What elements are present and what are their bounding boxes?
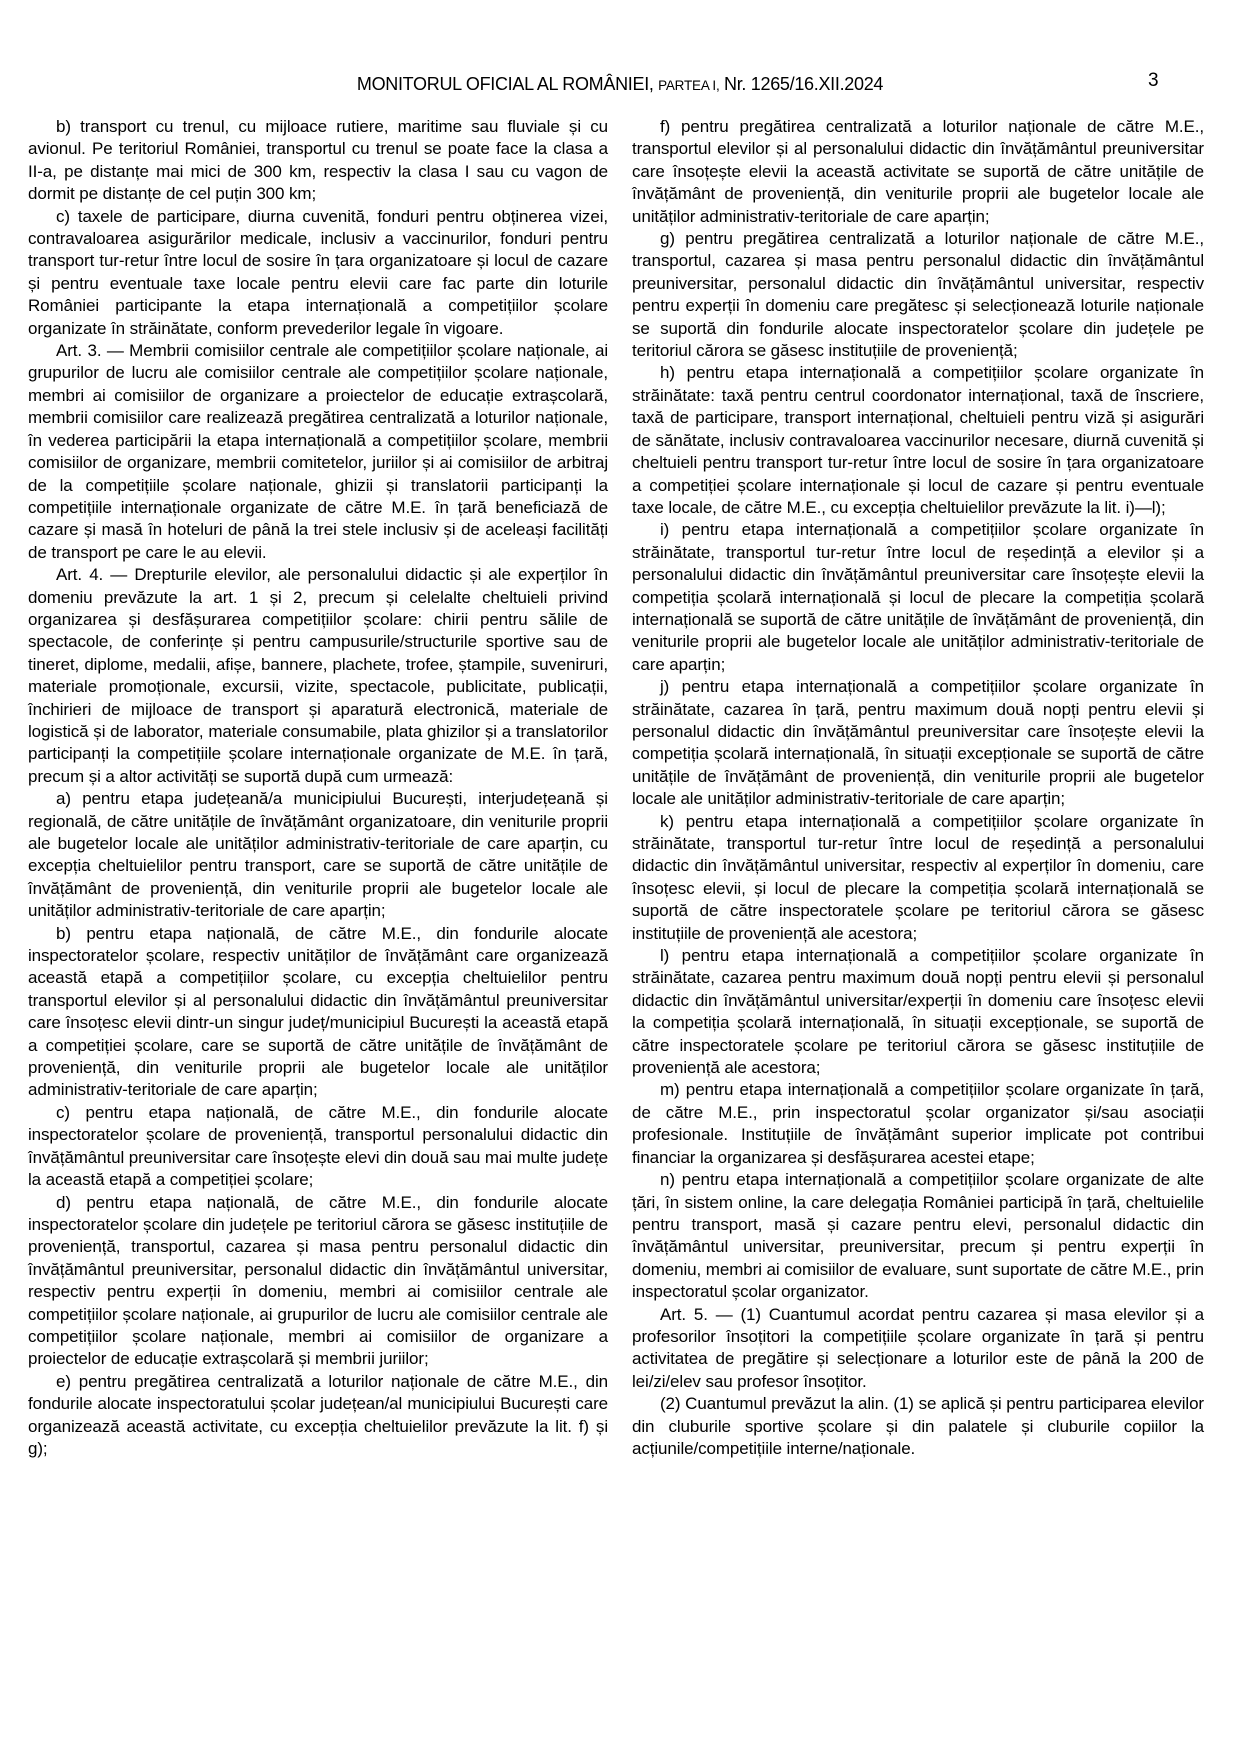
- para-lit-m-etapa-internationala: m) pentru etapa internațională a competițiilor școlare organizate în țară, de către M.E., prin inspectoratul școlar organizator și/sau asociații profesionale. Instituțiile de învățământ superior implicate pot contribui financiar la organizarea și desfășurarea acestei etape;: [632, 1080, 1204, 1167]
- issue-number: Nr. 1265/16.XII.2024: [724, 74, 884, 94]
- para-lit-e-pregatire: e) pentru pregătirea centralizată a loturilor naționale de către M.E., din fondurile alocate inspectoratului școlar județean/al municipiului București care organizează această activitate, cu excepția cheltuielilor prevăzute la lit. f) și g);: [28, 1371, 608, 1458]
- para-lit-j-etapa-internationala: j) pentru etapa internațională a competițiilor școlare organizate în străinătate, cazarea în țară, pentru maximum două nopți pentru elevii și personalul didactic din învățământul preuniversitar care însoțește elevii la competiția școlară internațională, în situații excepționale se suportă de către unitățile de învățământ de proveniență, din veniturile proprii ale bugetelor locale ale unităților administrativ-teritoriale de care aparțin;: [632, 677, 1204, 809]
- page-header: [0, 74, 1240, 95]
- right-column: [632, 116, 1204, 1460]
- part-label: PARTEA I,: [658, 78, 720, 93]
- para-art-3: Art. 3. — Membrii comisiilor centrale ale competițiilor școlare naționale, ai grupurilor de lucru ale comisiilor centrale ale competițiilor școlare naționale, membri ai comisiilor de organizare a proiectelor de educație extrașcolară, membrii comisiilor care realizează pregătirea centralizată a loturilor naționale, în vederea participării la etapa internațională a competițiilor școlare, membrii comisiilor de organizare, membrii comitetelor, juriilor și ai comisiilor de arbitraj de la competițiile școlare naționale, ghizii și translatorii participanți la competițiile internaționale organizate de către M.E. în țară beneficiază de cazare și masă în hoteluri de până la trei stele inclusiv și de aceleași facilități de transport pe care le au elevii.: [28, 341, 608, 562]
- para-lit-c-etapa-nationala: c) pentru etapa națională, de către M.E., din fondurile alocate inspectoratelor școlare de proveniență, transportul personalului didactic din învățământul preuniversitar care însoțește elevi din două sau mai multe județe la această etapă a competiției școlare;: [28, 1102, 608, 1190]
- para-art-5-alin-1: Art. 5. — (1) Cuantumul acordat pentru cazarea și masa elevilor și a profesorilor însoțitori la competițiile școlare organizate în țară și pentru activitatea de pregătire și selecționare a loturilor este de până la 200 de lei/zi/elev sau profesor însoțitor.: [632, 1304, 1204, 1391]
- para-lit-g-pregatire: g) pentru pregătirea centralizată a loturilor naționale de către M.E., transportul, cazarea și masa pentru personalul didactic din învățământul preuniversitar, personalul didactic din învățământul universitar, respectiv pentru experții în domeniu care pregătesc și selecționează loturile naționale se suportă din fondurile alocate inspectoratelor școlare din județele pe teritoriul cărora se găsesc instituțiile de proveniență;: [632, 229, 1204, 361]
- para-art-5-alin-2: (2) Cuantumul prevăzut la alin. (1) se aplică și pentru participarea elevilor din cluburile sportive școlare și din palatele și cluburile copiilor la acțiunile/competițiile interne/naționale.: [632, 1394, 1204, 1458]
- para-lit-k-etapa-internationala: k) pentru etapa internațională a competițiilor școlare organizate în străinătate, transportul tur-retur între locul de reședință a personalului didactic din învățământul universitar, respectiv al experților în domeniu, care însoțesc elevii, și locul de plecare la competiția școlară internațională se suportă de către inspectoratele școlare pe teritoriul cărora se găsesc instituțiile de proveniență ale acestora;: [632, 811, 1204, 943]
- para-lit-h-etapa-internationala: h) pentru etapa internațională a competițiilor școlare organizate în străinătate: taxă pentru centrul coordonator internațional, taxă de înscriere, taxă de participare, transport internațional, cheltuieli pentru viză și asigurări de sănătate, inclusiv contravaloarea vaccinurilor necesare, diurnă cuvenită și cheltuieli pentru transport tur-retur între locul de sosire în țara organizatoare a competiției școlare internaționale și locul de cazare și pentru eventuale taxe locale, de către M.E., cu excepția cheltuielilor prevăzute la lit. i)—l);: [632, 363, 1204, 517]
- para-lit-d-etapa-nationala: d) pentru etapa națională, de către M.E., din fondurile alocate inspectoratelor școlare din județele pe teritoriul cărora se găsesc instituțiile de proveniență, transportul, cazarea și masa pentru personalul didactic din învățământul preuniversitar, personalul didactic din învățământul universitar, respectiv pentru experții în domeniu, membri ai comisiilor centrale ale competițiilor școlare naționale, ai grupurilor de lucru ale comisiilor centrale ale competițiilor școlare naționale, membri ai comisiilor de organizare a proiectelor de educație extrașcolară și membrii juriilor;: [28, 1192, 608, 1369]
- page-number: 3: [1148, 70, 1159, 91]
- para-lit-f-pregatire: f) pentru pregătirea centralizată a loturilor naționale de către M.E., transportul elevilor și al personalului didactic din învățământul preuniversitar care însoțește elevii la această activitate se suportă de către unitățile de învățământ de proveniență, din veniturile proprii ale bugetelor locale ale unităților administrativ-teritoriale de care aparțin;: [632, 117, 1204, 226]
- para-lit-a-etapa-judeteana: a) pentru etapa județeană/a municipiului București, interjudețeană și regională, de către unitățile de învățământ organizatoare, din veniturile proprii ale bugetelor locale ale unităților administrativ-teritoriale de care aparțin, cu excepția cheltuielilor pentru transport, care se suportă de către unitățile de învățământ de proveniență, din veniturile proprii ale bugetelor locale ale unităților administrativ-teritoriale de care aparțin;: [28, 789, 608, 921]
- para-lit-l-etapa-internationala: l) pentru etapa internațională a competițiilor școlare organizate în străinătate, cazarea pentru maximum două nopți pentru elevii și personalul didactic din învățământul universitar/experții în domeniu care însoțesc elevii la competiția școlară internațională, în situații excepționale, se suportă de către inspectoratele școlare pe teritoriul cărora se găsesc instituțiile de proveniență ale acestora;: [632, 946, 1204, 1078]
- para-lit-b-etapa-nationala: b) pentru etapa națională, de către M.E., din fondurile alocate inspectoratelor școlare, respectiv unităților de învățământ care organizează această etapă a competițiilor școlare, cu excepția cheltuielilor pentru transportul elevilor și al personalului didactic din învățământul preuniversitar care însoțesc elevii dintr-un singur județ/municipiul București la această etapă a competiției școlare, care se suportă de către unitățile de învățământ de proveniență, din veniturile proprii ale bugetelor locale ale unităților administrativ-teritoriale de care aparțin;: [28, 923, 608, 1100]
- para-lit-i-etapa-internationala: i) pentru etapa internațională a competițiilor școlare organizate în străinătate, transportul tur-retur între locul de reședință a elevilor și a personalului didactic din învățământul preuniversitar care însoțește elevii la competiția școlară internațională și locul de plecare la competiția școlară internațională se suportă de către unitățile de învățământ de proveniență, din veniturile proprii ale bugetelor locale ale unităților administrativ-teritoriale de care aparțin;: [632, 520, 1204, 674]
- para-lit-b-transport: b) transport cu trenul, cu mijloace rutiere, maritime sau fluviale și cu avionul. Pe teritoriul României, transportul cu trenul se poate face la clasa a II-a, pe distanțe mai mici de 300 km, respectiv la clasa I sau cu vagon de dormit pe distanțe de cel puțin 300 km;: [28, 117, 608, 204]
- journal-title: MONITORUL OFICIAL AL ROMÂNIEI,: [356, 74, 654, 94]
- para-lit-c-taxe: c) taxele de participare, diurna cuvenită, fonduri pentru obținerea vizei, contravaloarea asigurărilor medicale, inclusiv a vaccinurilor, fonduri pentru transport tur-retur între locul de sosire în țara organizatoare și locul de cazare și pentru eventuale taxe locale pentru elevii care fac parte din loturile României participante la etapa internațională a competițiilor școlare organizate în străinătate, conform prevederilor legale în vigoare.: [28, 206, 608, 338]
- para-lit-n-etapa-internationala: n) pentru etapa internațională a competițiilor școlare organizate de alte țări, în sistem online, la care delegația României participă în țară, cheltuielile pentru transport, masă și cazare pentru elevi, personalul didactic din învățământul universitar, preuniversitar, precum și pentru experții în domeniu, membri ai comisiilor de evaluare, sunt suportate de către M.E., prin inspectoratul școlar organizator.: [632, 1170, 1204, 1302]
- para-art-4: Art. 4. — Drepturile elevilor, ale personalului didactic și ale experților în domeniu prevăzute la art. 1 și 2, precum și celelalte cheltuieli privind organizarea și desfășurarea competițiilor școlare: chirii pentru sălile de spectacole, de conferințe și pentru campusurile/structurile sportive sau de tineret, diplome, medalii, afișe, bannere, plachete, trofee, ștampile, suveniruri, materiale promoționale, excursii, vizite, spectacole, publicitate, publicații, închirieri de mijloace de transport și aparatură electronică, materiale de logistică și de laborator, materiale consumabile, plata ghizilor și a translatorilor participanți la competițiile școlare internaționale organizate de M.E. în țară, precum și a altor activități se suportă după cum urmează:: [28, 565, 608, 786]
- left-column: [28, 116, 608, 1460]
